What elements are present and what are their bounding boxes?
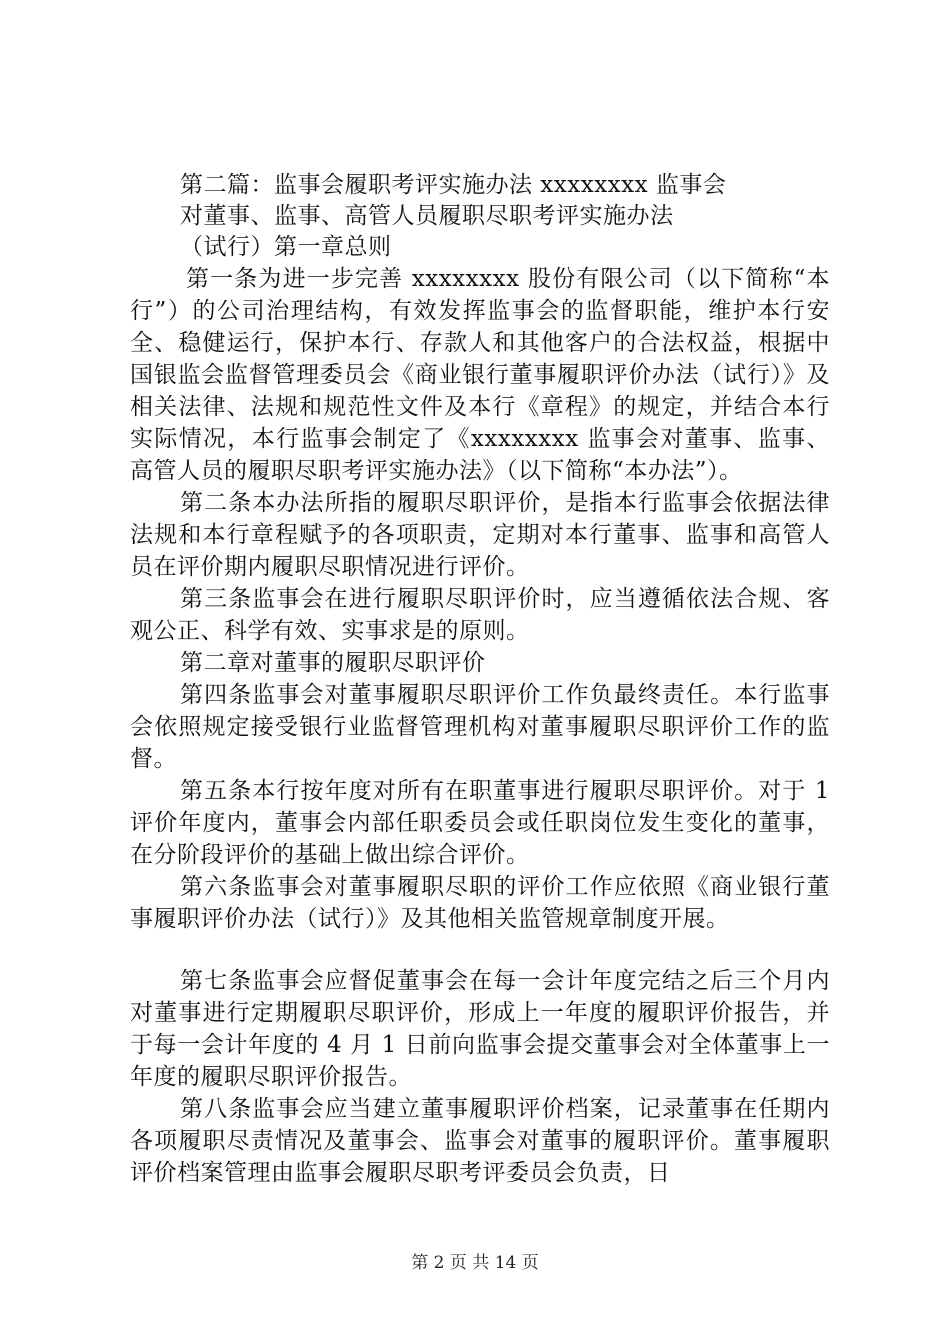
article-4: 第四条监事会对董事履职尽职评价工作负最终责任。本行监事会依照规定接受银行业监督管理机构对董事履职尽职评价工作的监督。	[130, 682, 830, 772]
document-title-line-1: 第二篇：监事会履职考评实施办法 xxxxxxxx 监事会	[180, 172, 727, 198]
document-body	[130, 172, 830, 1189]
chapter-2-heading: 第二章对董事的履职尽职评价	[180, 650, 486, 676]
article-7: 第七条监事会应督促董事会在每一会计年度完结之后三个月内对董事进行定期履职尽职评价，形成上一年度的履职评价报告，并于每一会计年度的 4 月 1 日前向监事会提交董事会对全体董事上一年度的履职尽职评价报告。	[130, 968, 830, 1090]
document-title-line-3: （试行）第一章总则	[180, 234, 392, 260]
article-3: 第三条监事会在进行履职尽职评价时，应当遵循依法合规、客观公正、科学有效、实事求是的原则。	[130, 586, 830, 644]
paragraph-gap	[130, 935, 830, 965]
article-1: 第一条为进一步完善 xxxxxxxx 股份有限公司（以下简称“本行”）的公司治理结构，有效发挥监事会的监督职能，维护本行安全、稳健运行，保护本行、存款人和其他客户的合法权益，根据中国银监会监督管理委员会《商业银行董事履职评价办法（试行）》及相关法律、法规和规范性文件及本行《章程》的规定，并结合本行实际情况，本行监事会制定了《xxxxxxxx 监事会对董事、监事、高管人员的履职尽职考评实施办法》（以下简称“本办法”）。	[130, 266, 830, 484]
article-2: 第二条本办法所指的履职尽职评价，是指本行监事会依据法律法规和本行章程赋予的各项职责，定期对本行董事、监事和高管人员在评价期内履职尽职情况进行评价。	[130, 490, 830, 580]
page-number-footer: 第 2 页 共 14 页	[411, 1253, 539, 1273]
article-8: 第八条监事会应当建立董事履职评价档案，记录董事在任期内各项履职尽责情况及董事会、监事会对董事的履职评价。董事履职评价档案管理由监事会履职尽职考评委员会负责，日	[130, 1096, 830, 1186]
article-5: 第五条本行按年度对所有在职董事进行履职尽职评价。对于 1 评价年度内，董事会内部任职委员会或任职岗位发生变化的董事，在分阶段评价的基础上做出综合评价。	[130, 778, 830, 868]
article-6: 第六条监事会对董事履职尽职的评价工作应依照《商业银行董事履职评价办法（试行）》及其他相关监管规章制度开展。	[130, 874, 830, 932]
document-title-line-2: 对董事、监事、高管人员履职尽职考评实施办法	[180, 203, 674, 229]
